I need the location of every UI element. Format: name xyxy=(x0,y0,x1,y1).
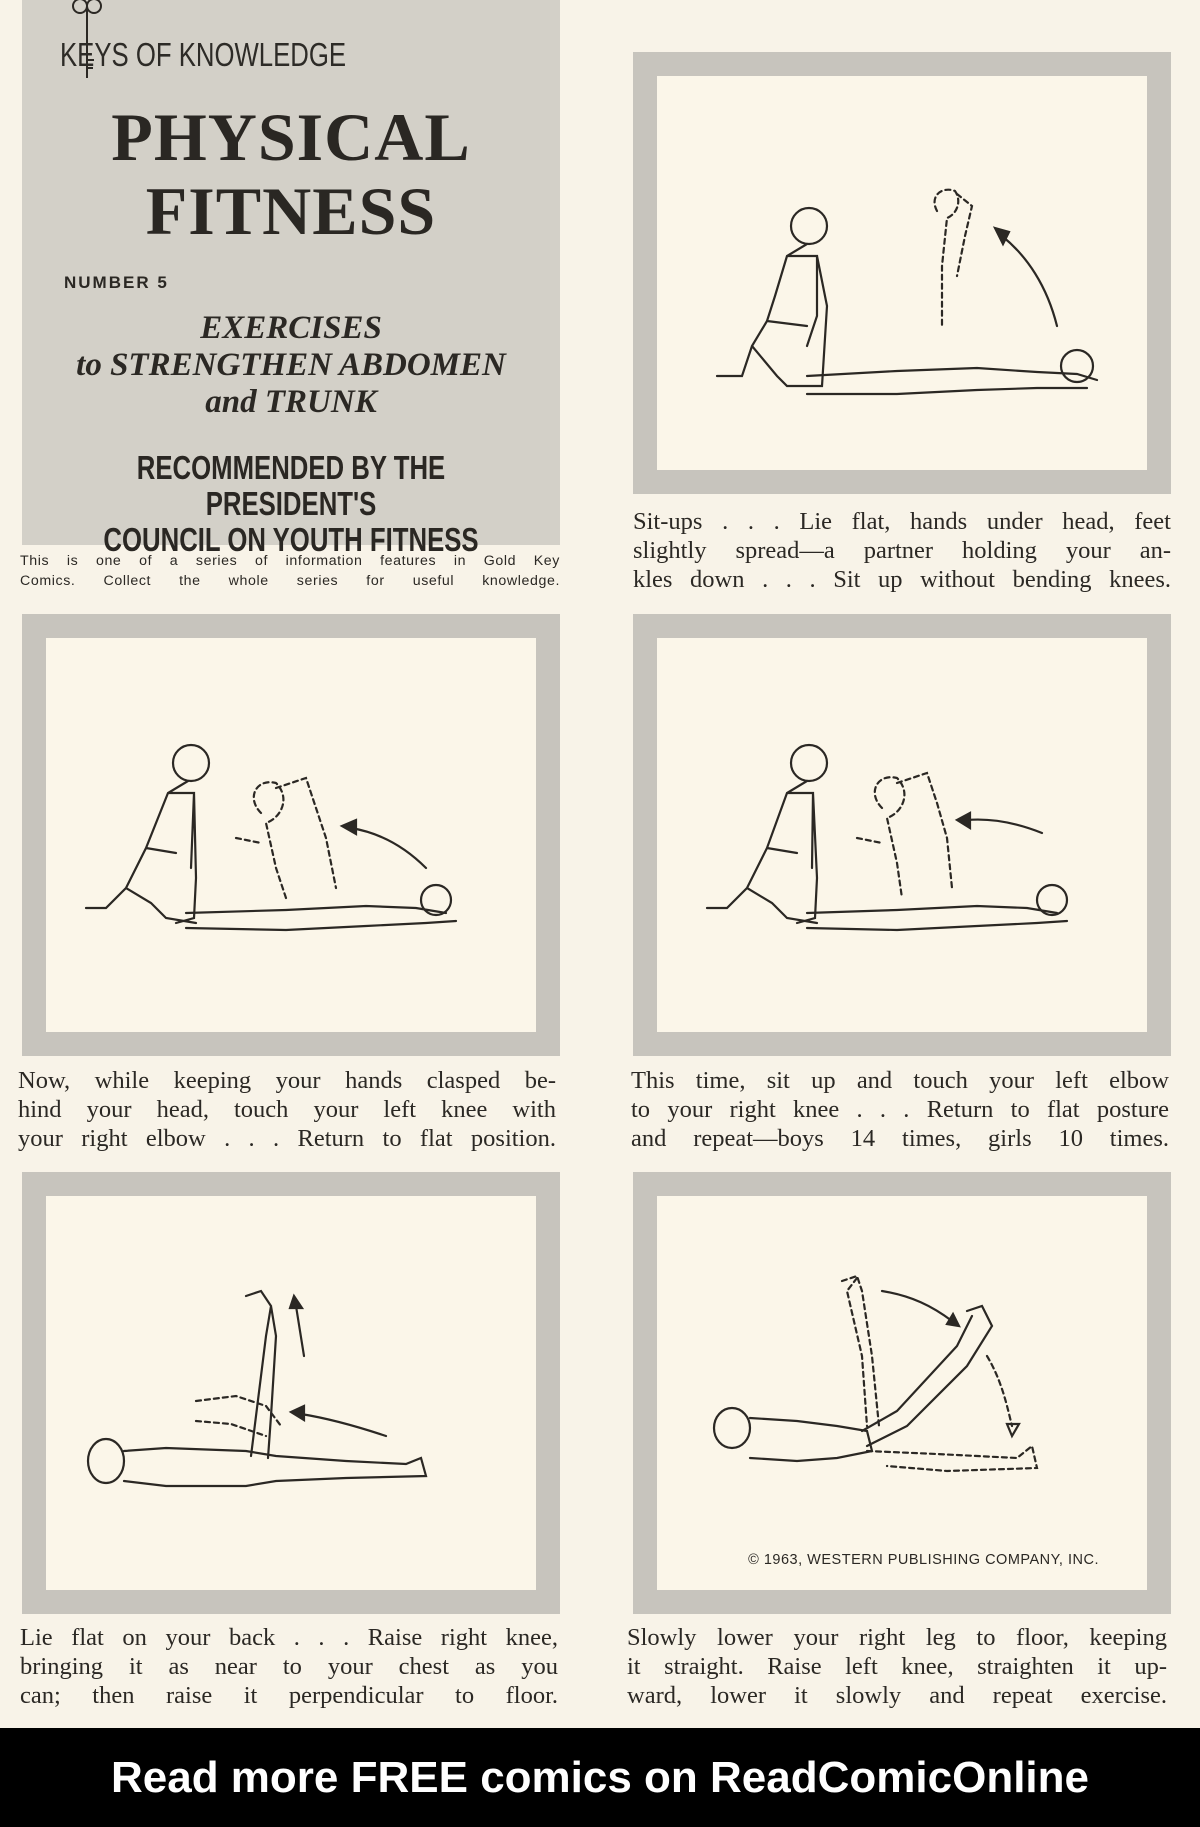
promo-banner[interactable] xyxy=(0,1728,1200,1827)
issue-number: NUMBER 5 xyxy=(64,273,169,292)
caption-knee-raise xyxy=(20,1623,558,1710)
lying-body xyxy=(807,906,1067,930)
partner-body xyxy=(717,244,827,386)
recommendation-line: COUNCIL ON YOUTH FITNESS xyxy=(103,521,479,558)
panel-elbow-to-knee-repeat xyxy=(633,614,1171,1056)
partner-head xyxy=(173,745,209,781)
motion-arrow xyxy=(301,1414,386,1436)
panel-knee-raise xyxy=(22,1172,560,1614)
partner-body xyxy=(86,781,196,923)
caption-line: This time, sit up and touch your left elbow xyxy=(631,1067,1169,1094)
lying-head xyxy=(1037,885,1067,915)
caption-line: Sit-ups . . . Lie flat, hands under head, feet xyxy=(633,508,1171,535)
motion-arrow xyxy=(351,828,426,868)
arrow-head xyxy=(995,228,1009,244)
caption-line: it straight. Raise left knee, straighten it up- xyxy=(627,1653,1167,1680)
caption-line: kles down . . . Sit up without bending knees. xyxy=(633,566,1171,593)
partner-body xyxy=(707,781,817,923)
caption-line: hind your head, touch your left knee with xyxy=(18,1096,556,1123)
lying-body xyxy=(124,1448,426,1486)
panel-illustration xyxy=(657,76,1147,470)
lying-body xyxy=(807,368,1097,394)
lying-head xyxy=(88,1439,124,1483)
subtitle-line: to STRENGTHEN ABDOMEN xyxy=(76,347,506,383)
knee-raise-illustration xyxy=(46,1196,536,1590)
panel-elbow-to-knee xyxy=(22,614,560,1056)
caption-line: Now, while keeping your hands clasped be- xyxy=(18,1067,556,1094)
panel-leg-lower xyxy=(633,1172,1171,1614)
sit-up-illustration xyxy=(657,76,1147,470)
twist-illustration xyxy=(46,638,536,1032)
arrow-head xyxy=(342,820,356,834)
motion-arrow xyxy=(967,820,1042,833)
lying-body xyxy=(186,906,456,930)
promo-banner-text[interactable]: Read more FREE comics on ReadComicOnline xyxy=(110,1752,1089,1802)
note-line: Comics. Collect the whole series for useful knowledge. xyxy=(20,573,560,589)
arrow-head xyxy=(291,1406,304,1420)
page-title xyxy=(22,100,560,248)
raised-leg xyxy=(246,1291,276,1458)
caption-line: to your right knee . . . Return to flat posture xyxy=(631,1096,1169,1123)
motion-arrow xyxy=(882,1291,952,1321)
ghost-figure xyxy=(935,190,972,326)
title-line: PHYSICAL xyxy=(111,99,471,175)
caption-leg-lower xyxy=(627,1623,1167,1710)
lying-head xyxy=(1061,350,1093,382)
leg-lower-illustration xyxy=(657,1196,1147,1590)
arrow-head xyxy=(947,1314,959,1326)
subtitle-line: EXERCISES xyxy=(200,310,382,346)
note-line: This is one of a series of information features in Gold Key xyxy=(20,553,560,569)
ghost-figure xyxy=(857,773,952,898)
panel-illustration xyxy=(46,638,536,1032)
partner-head xyxy=(791,745,827,781)
ghost-leg-raised xyxy=(842,1276,879,1426)
panel-sit-ups xyxy=(633,52,1171,494)
motion-arrow xyxy=(1002,236,1057,326)
caption-line: and repeat—boys 14 times, girls 10 times. xyxy=(631,1125,1169,1152)
caption-sit-ups xyxy=(633,507,1171,594)
lying-body xyxy=(750,1418,872,1461)
caption-line: bringing it as near to your chest as you xyxy=(20,1653,558,1680)
series-name: KEYS OF KNOWLEDGE xyxy=(60,36,347,73)
subtitle xyxy=(22,310,560,421)
ghost-figure xyxy=(236,778,336,898)
ghost-leg-floor xyxy=(867,1446,1037,1471)
raised-leg xyxy=(862,1306,992,1446)
motion-arrow-up xyxy=(296,1306,304,1356)
panel-illustration xyxy=(657,638,1147,1032)
caption-elbow-to-knee xyxy=(18,1066,556,1153)
caption-line: Lie flat on your back . . . Raise right knee, xyxy=(20,1624,558,1651)
caption-line: Slowly lower your right leg to floor, keeping xyxy=(627,1624,1167,1651)
caption-line: ward, lower it slowly and repeat exercise. xyxy=(627,1682,1167,1709)
subtitle-line: and TRUNK xyxy=(205,384,377,420)
lying-head xyxy=(714,1408,750,1448)
motion-arrow-dashed xyxy=(987,1356,1012,1426)
caption-line: slightly spread—a partner holding your an- xyxy=(633,537,1171,564)
copyright-notice: © 1963, WESTERN PUBLISHING COMPANY, INC. xyxy=(748,1552,1099,1568)
arrow-head xyxy=(290,1296,302,1308)
partner-head xyxy=(791,208,827,244)
caption-repeat xyxy=(631,1066,1169,1153)
twist-repeat-illustration xyxy=(657,638,1147,1032)
caption-line: your right elbow . . . Return to flat position. xyxy=(18,1125,556,1152)
recommendation-line: RECOMMENDED BY THE PRESIDENT'S xyxy=(136,449,446,522)
ghost-leg xyxy=(196,1396,281,1436)
series-note xyxy=(20,551,560,591)
caption-line: can; then raise it perpendicular to floor. xyxy=(20,1682,558,1709)
recommendation xyxy=(81,450,501,558)
panel-illustration xyxy=(46,1196,536,1590)
arrow-head xyxy=(957,813,970,828)
title-line: FITNESS xyxy=(145,173,437,249)
title-block xyxy=(22,0,560,558)
panel-illustration xyxy=(657,1196,1147,1590)
